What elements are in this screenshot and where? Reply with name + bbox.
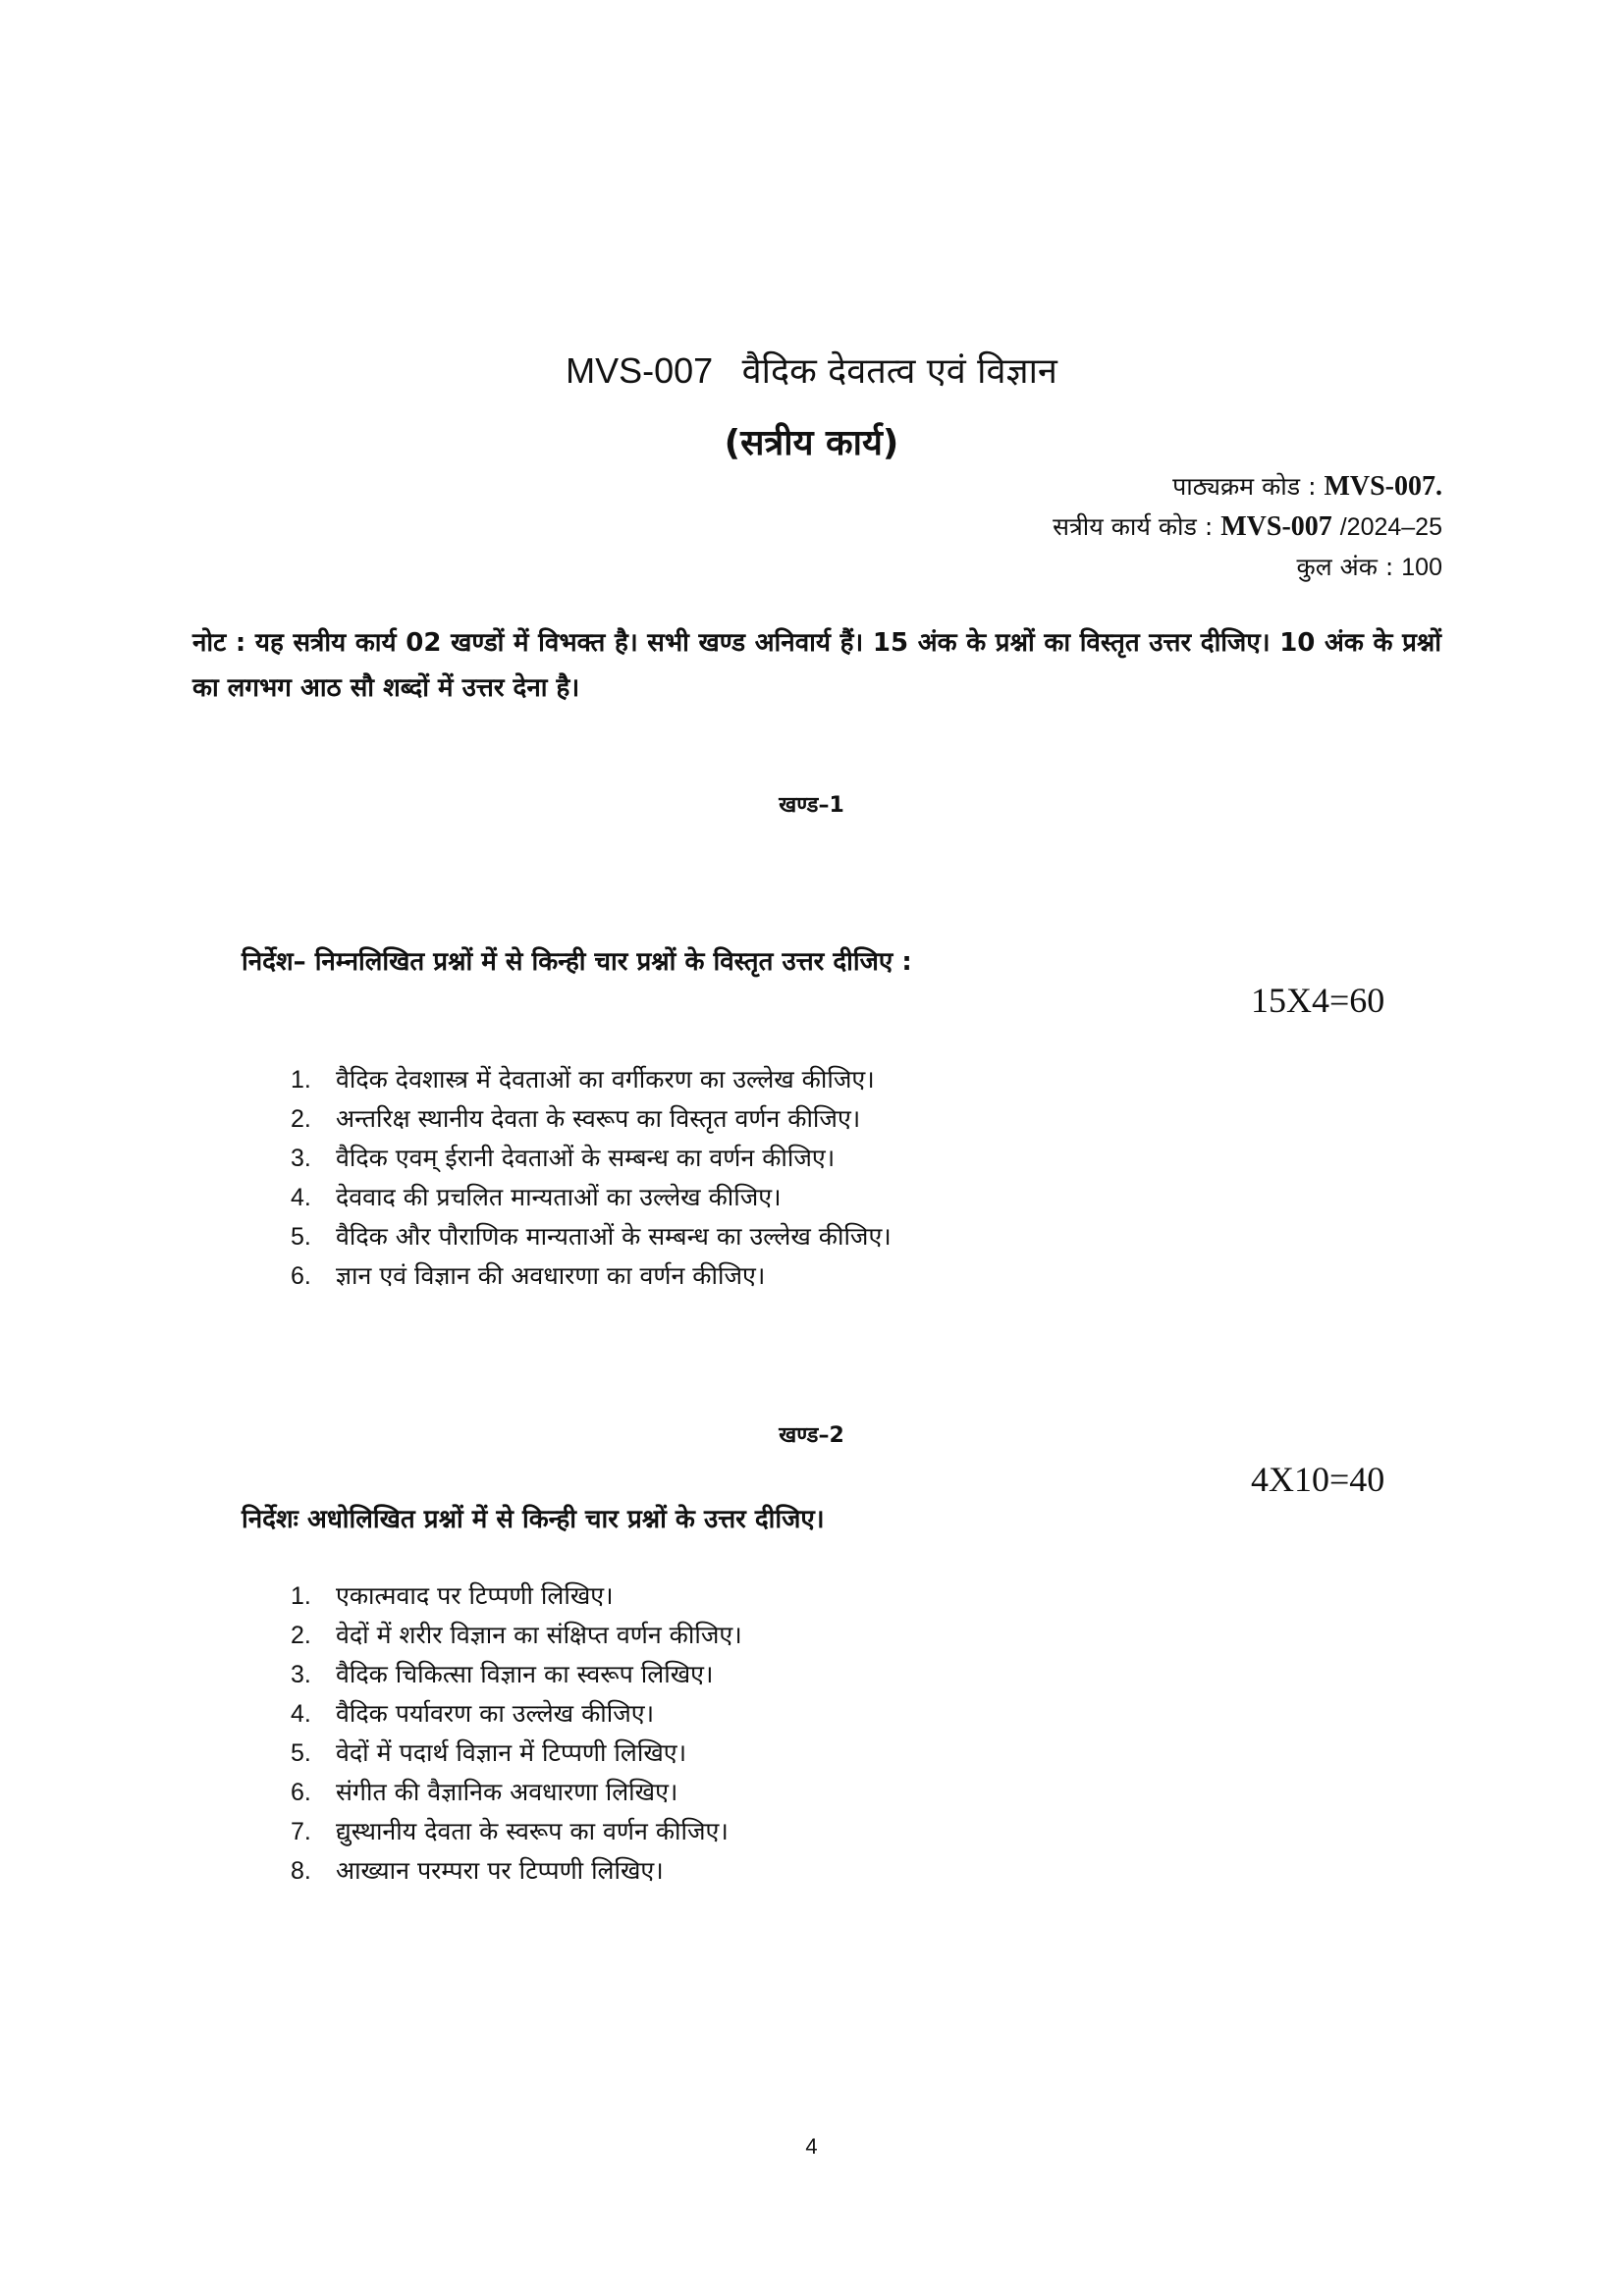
question-text: संगीत की वैज्ञानिक अवधारणा लिखिए।	[336, 1778, 678, 1806]
total-marks-value: 100	[1401, 554, 1442, 581]
assignment-code-label: सत्रीय कार्य कोड :	[1053, 512, 1214, 541]
section-1-marks: 15X4=60	[1251, 981, 1385, 1020]
question-text: वेदों में शरीर विज्ञान का संक्षिप्त वर्णन कीजिए।	[336, 1621, 742, 1649]
course-code-value: MVS-007.	[1324, 471, 1442, 502]
question-number: 8.	[291, 1857, 311, 1885]
list-item	[291, 1657, 742, 1696]
course-code-label: पाठ्यक्रम कोड :	[1172, 472, 1317, 501]
assignment-code-year: /2024–25	[1339, 513, 1442, 541]
list-item	[291, 1258, 892, 1298]
question-text: ज्ञान एवं विज्ञान की अवधारणा का वर्णन कीजिए।	[336, 1261, 766, 1290]
question-number: 3.	[291, 1145, 311, 1172]
section-2-marks: 4X10=40	[1251, 1460, 1385, 1499]
list-item	[291, 1219, 892, 1258]
question-text: अन्तरिक्ष स्थानीय देवता के स्वरूप का विस्तृत वर्णन कीजिए।	[336, 1104, 861, 1133]
question-number: 1.	[291, 1582, 311, 1610]
question-text: द्युस्थानीय देवता के स्वरूप का वर्णन कीजिए।	[336, 1817, 729, 1845]
title-course-code: MVS-007	[566, 350, 714, 391]
list-item	[291, 1141, 892, 1180]
list-item	[291, 1101, 892, 1141]
section-1-heading: खण्ड–1	[779, 793, 844, 818]
section-1-instruction: निर्देश– निम्नलिखित प्रश्नों में से किन्ही चार प्रश्नों के विस्तृत उत्तर दीजिए :	[242, 947, 912, 977]
course-code-line	[1172, 469, 1442, 503]
list-item	[291, 1814, 742, 1853]
list-item	[291, 1180, 892, 1219]
list-item	[291, 1578, 742, 1618]
question-text: वैदिक पर्यावरण का उल्लेख कीजिए।	[336, 1699, 655, 1728]
page-number: 4	[805, 2134, 818, 2159]
question-number: 4.	[291, 1700, 311, 1728]
question-number: 6.	[291, 1779, 311, 1806]
list-item	[291, 1618, 742, 1657]
page-title	[0, 346, 1623, 394]
question-number: 3.	[291, 1661, 311, 1688]
list-item	[291, 1775, 742, 1814]
question-text: वैदिक देवशास्त्र में देवताओं का वर्गीकरण का उल्लेख कीजिए।	[336, 1065, 875, 1094]
question-number: 6.	[291, 1262, 311, 1290]
question-number: 5.	[291, 1739, 311, 1767]
section-1-question-list	[291, 1062, 892, 1298]
total-marks-label: कुल अंक :	[1296, 553, 1394, 581]
assignment-note: नोट : यह सत्रीय कार्य 02 खण्डों में विभक्त है। सभी खण्ड अनिवार्य हैं। 15 अंक के प्रश्नों का विस्तृत उत्तर दीजिए। 10 अंक के प्रश्नों का लगभग आठ सौ शब्दों में उत्तर देना है।	[192, 628, 1441, 703]
question-text: वैदिक चिकित्सा विज्ञान का स्वरूप लिखिए।	[336, 1660, 714, 1688]
section-2-instruction: निर्देशः अधोलिखित प्रश्नों में से किन्ही चार प्रश्नों के उत्तर दीजिए।	[242, 1505, 825, 1534]
page-subtitle: (सत्रीय कार्य)	[724, 423, 899, 463]
question-text: वेदों में पदार्थ विज्ञान में टिप्पणी लिखिए।	[336, 1738, 687, 1767]
list-item	[291, 1696, 742, 1735]
title-text: वैदिक देवतत्व एवं विज्ञान	[741, 351, 1057, 392]
question-text: देववाद की प्रचलित मान्यताओं का उल्लेख कीजिए।	[336, 1183, 782, 1211]
assignment-code-value: MVS-007	[1220, 511, 1332, 542]
section-2-question-list	[291, 1578, 742, 1893]
question-number: 2.	[291, 1105, 311, 1133]
section-2-heading: खण्ड–2	[779, 1423, 844, 1448]
question-number: 4.	[291, 1184, 311, 1211]
list-item	[291, 1062, 892, 1101]
question-text: आख्यान परम्परा पर टिप्पणी लिखिए।	[336, 1856, 664, 1885]
total-marks-line	[1297, 550, 1442, 583]
question-number: 7.	[291, 1818, 311, 1845]
question-text: वैदिक एवम् ईरानी देवताओं के सम्बन्ध का वर्णन कीजिए।	[336, 1144, 836, 1172]
question-text: वैदिक और पौराणिक मान्यताओं के सम्बन्ध का उल्लेख कीजिए।	[336, 1222, 892, 1251]
question-number: 2.	[291, 1622, 311, 1649]
assignment-code-line	[1053, 509, 1442, 543]
list-item	[291, 1735, 742, 1775]
question-number: 5.	[291, 1223, 311, 1251]
list-item	[291, 1853, 742, 1893]
question-text: एकात्मवाद पर टिप्पणी लिखिए।	[336, 1581, 614, 1610]
question-number: 1.	[291, 1066, 311, 1094]
